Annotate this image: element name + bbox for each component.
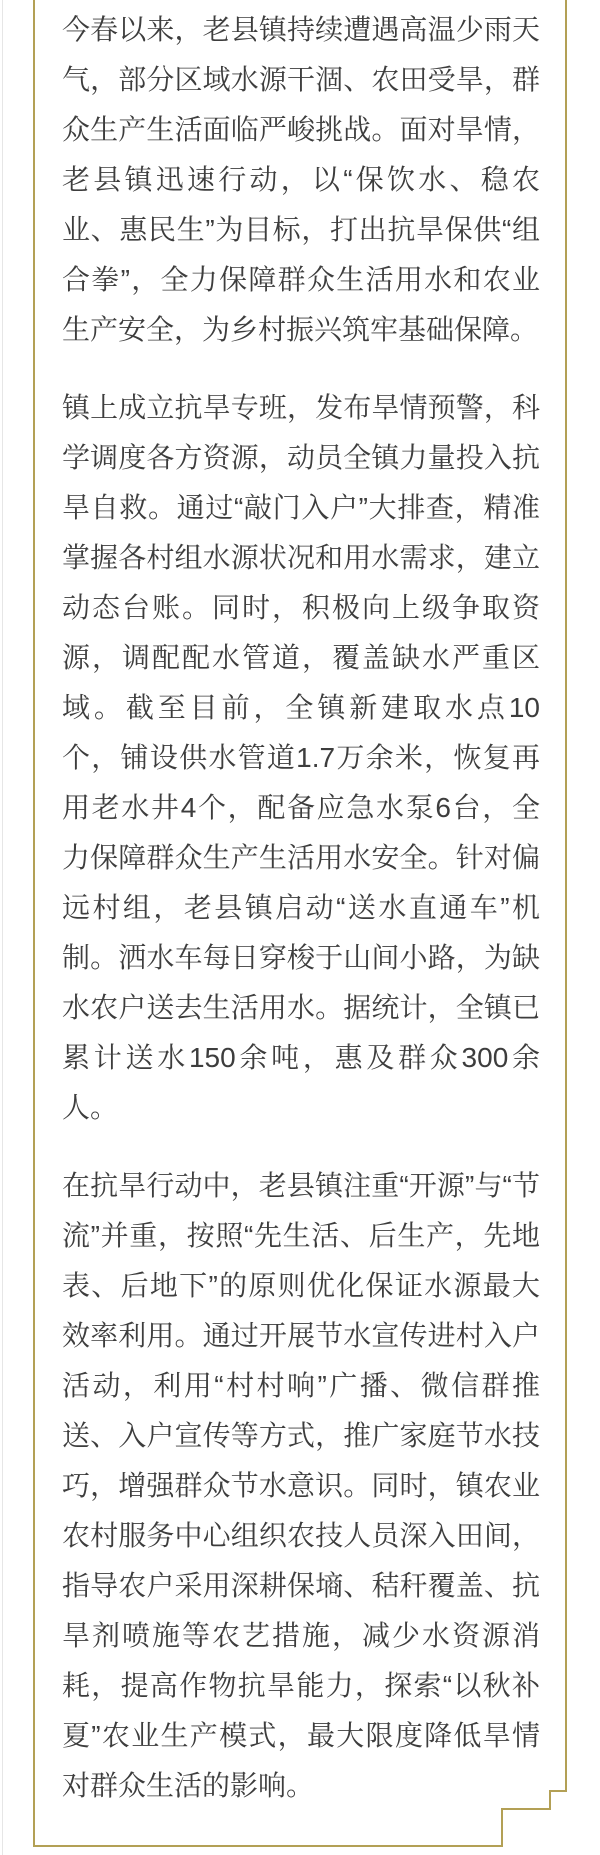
article-border-bottom <box>33 1845 503 1847</box>
article-border-left <box>33 0 35 1847</box>
paragraph-drought-overview: 今春以来，老县镇持续遭遇高温少雨天气，部分区域水源干涸、农田受旱，群众生产生活面临严峻挑战。面对旱情，老县镇迅速行动，以“保饮水、稳农业、惠民生”为目标，打出抗旱保供“组合拳”，全力保障群众生活用水和农业生产安全，为乡村振兴筑牢基础保障。 <box>62 14 540 345</box>
paragraph-water-saving: 在抗旱行动中，老县镇注重“开源”与“节流”并重，按照“先生活、后生产，先地表、后地下”的原则优化保证水源最大效率利用。通过开展节水宣传进村入户活动，利用“村村响”广播、微信群推送、入户宣传等方式，推广家庭节水技巧，增强群众节水意识。同时，镇农业农村服务中心组织农技人员深入田间，指导农户采用深耕保墒、秸秆覆盖、抗旱剂喷施等农艺措施，减少水资源消耗，提高作物抗旱能力，探索“以秋补夏”农业生产模式，最大限度降低旱情对群众生活的影响。 <box>62 1170 540 1801</box>
page-edge-line <box>2 0 3 1855</box>
corner-step-horizontal-upper <box>549 1790 567 1792</box>
article-body <box>62 5 540 1811</box>
article-border-right <box>565 0 567 1792</box>
corner-step-vertical-lower <box>501 1808 503 1847</box>
corner-step-vertical-upper <box>549 1790 551 1810</box>
paragraph-relief-measures: 镇上成立抗旱专班，发布旱情预警，科学调度各方资源，动员全镇力量投入抗旱自救。通过“敲门入户”大排查，精准掌握各村组水源状况和用水需求，建立动态台账。同时，积极向上级争取资源，调配配水管道，覆盖缺水严重区域。截至目前，全镇新建取水点10个，铺设供水管道1.7万余米，恢复再用老水井4个，配备应急水泵6台，全力保障群众生产生活用水安全。针对偏远村组，老县镇启动“送水直通车”机制。洒水车每日穿梭于山间小路，为缺水农户送去生活用水。据统计，全镇已累计送水150余吨，惠及群众300余人。 <box>62 392 540 1123</box>
